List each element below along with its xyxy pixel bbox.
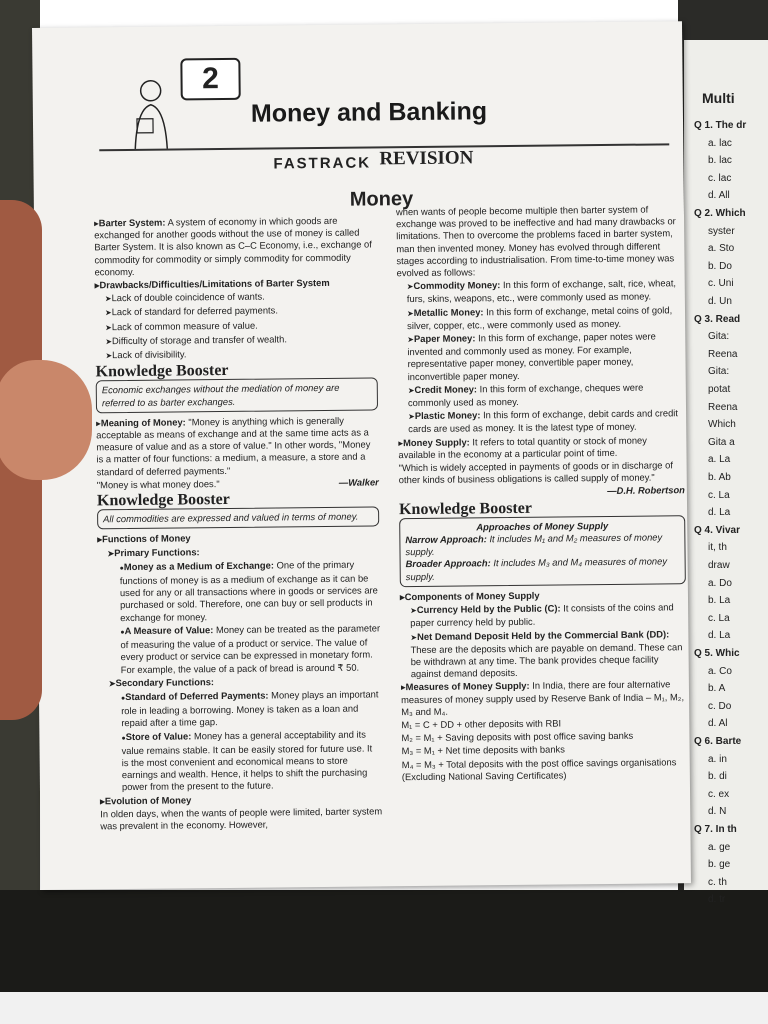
measures-para: ▸ Measures of Money Supply: In India, there are four alternative measures of money supply used by Reserve Bank of India – M₁, M₂, M₃ and M₄. <box>401 678 687 718</box>
revision-label: REVISION <box>379 147 474 170</box>
next-page-line: Q 5. Whic <box>694 648 740 659</box>
money-form-item-text: In this form of exchange, salt, rice, wheat, furs, skins, weapons, etc., were commonly used as money. <box>406 277 677 305</box>
next-page-line: a. ge <box>708 841 731 853</box>
evolution-title: ▸ Evolution of Money <box>100 792 382 807</box>
functions-title: ▸ Functions of Money <box>97 531 379 546</box>
drawbacks-title: ▸ Drawbacks/Difficulties/Limitations of Barter System <box>95 276 377 291</box>
money-form-item <box>397 277 683 305</box>
broader-approach: Broader Approach: It includes M₃ and M₄ measures of money supply. <box>405 555 668 582</box>
next-page-line: d. N <box>708 806 727 818</box>
money-form-item-label: Credit Money: <box>414 383 478 395</box>
quote-author: —D.H. Robertson <box>607 484 685 497</box>
floor-strip <box>0 992 768 1024</box>
drawback-item: ➤ Difficulty of storage and transfer of wealth. <box>95 332 377 348</box>
knowledge-booster-title: Knowledge Booster <box>398 499 533 518</box>
formula-list <box>401 716 688 783</box>
money-form-item <box>398 381 684 409</box>
next-page-line: b. La <box>708 595 731 607</box>
component-item <box>400 601 686 629</box>
drawback-item: ➤ Lack of double coincidence of wants. <box>95 290 377 306</box>
drawbacks-list <box>95 290 378 363</box>
formula-line: M₁ = C + DD + other deposits with RBI <box>401 717 562 731</box>
next-page-line: a. Do <box>708 577 732 589</box>
next-page-line: a. La <box>708 454 731 466</box>
next-page-line: b. ge <box>708 859 731 871</box>
evolution-continued: when wants of people become multiple then barter system of exchange was proved to be ineffective and had many drawbacks or limitations. Then to overcome the problems faced in barter system, man then invented money. Money has evolved through different stages according to industrialisation. From time-to-time money was evolved as follows: <box>395 203 676 279</box>
secondary-function-item-label: Store of Value: <box>125 729 192 742</box>
book-page <box>32 21 691 890</box>
next-page-line: Q 6. Barte <box>694 736 742 747</box>
money-form-item-text: In this form of exchange, cheques were commonly used as money. <box>407 381 644 409</box>
left-column <box>94 214 382 833</box>
money-form-item-text: In this form of exchange, paper notes were invented and commonly used as money. For example, representative paper money, convertible paper money, inconvertible paper money. <box>407 330 656 382</box>
next-page-line: c. th <box>708 876 727 888</box>
next-page-line: a. lac <box>708 137 732 149</box>
primary-function-item <box>98 622 381 676</box>
component-item-label: Net Demand Deposit Held by the Commercial Bank (DD): <box>417 627 670 642</box>
next-page-line: c. lac <box>708 172 732 184</box>
next-page <box>684 40 768 906</box>
next-page-line: draw <box>708 560 730 571</box>
secondary-functions-list <box>99 688 382 794</box>
next-page-line: Gita: <box>708 331 730 343</box>
secondary-function-item <box>99 728 382 794</box>
section-title: Money <box>349 188 414 211</box>
money-form-item-label: Plastic Money: <box>414 409 481 422</box>
secondary-function-item <box>99 688 381 730</box>
money-form-item <box>397 304 683 332</box>
narrow-approach: Narrow Approach: It includes M₁ and M₂ measures of money supply. <box>405 531 663 558</box>
secondary-functions-title: ➤ Secondary Functions: <box>99 674 381 690</box>
components-title: ▸ Components of Money Supply <box>400 588 686 603</box>
next-page-line: d. La <box>708 507 731 519</box>
knowledge-booster-box <box>399 515 686 587</box>
next-page-line: Q 4. Vivar <box>694 524 740 536</box>
knowledge-booster-box: Economic exchanges without the mediation of money are referred to as barter exchanges. <box>96 378 378 413</box>
secondary-function-item-text: Money has a general acceptability and its value remains stable. It can be easily stored for future use. It is the most convenient and economical means to store earnings and wealth. Hence, it helps to shift the purchasing power from the present to the future. <box>121 728 373 793</box>
next-page-line: Q 3. Read <box>694 313 741 325</box>
next-page-line: a. in <box>708 753 727 765</box>
next-page-line: d. Al <box>708 718 728 730</box>
components-list <box>400 601 687 680</box>
knowledge-booster-title: Knowledge Booster <box>96 491 230 510</box>
next-page-line: c. La <box>708 489 730 501</box>
next-page-line: Q 1. The dr <box>694 120 747 131</box>
evolution-text: In olden days, when the wants of people were limited, barter system was prevalent in the economy. However, <box>100 805 383 832</box>
money-forms-list <box>397 277 685 435</box>
primary-function-item-text: Money can be treated as the parameter of measuring the value of a product or service. The value of every product or service can be expressed in monetary form. For example, the value of a pack of bread is around ₹ 50. <box>120 622 381 675</box>
next-page-line: a. Sto <box>708 243 735 255</box>
formula-line: M₂ = M₁ + Saving deposits with post office saving banks <box>401 729 634 744</box>
formula-line: M₃ = M₁ + Net time deposits with banks <box>401 743 565 757</box>
fastrack-label: FASTRACK <box>273 154 372 173</box>
secondary-function-item-label: Standard of Deferred Payments: <box>125 689 269 702</box>
money-supply-quote: "Which is widely accepted in payments of goods or in discharge of other kinds of business obligations is called supply of money." <box>398 459 673 486</box>
next-page-line: b. di <box>708 771 727 783</box>
money-form-item-label: Metallic Money: <box>413 305 484 318</box>
student-illustration-icon <box>120 74 181 151</box>
component-item <box>400 628 687 681</box>
next-page-line: Q 2. Which <box>694 208 746 219</box>
primary-functions-title: ➤ Primary Functions: <box>97 544 379 560</box>
money-form-item-label: Commodity Money: <box>413 279 501 292</box>
money-supply-para: ▸ Money Supply: It refers to total quantity or stock of money available in the economy at a particular point of time. <box>398 434 684 461</box>
money-form-item-text: In this form of exchange, metal coins of gold, silver, copper, etc., were commonly used as money. <box>407 303 673 331</box>
next-page-line: a. Co <box>708 665 732 677</box>
next-page-line: b. Do <box>708 260 732 272</box>
meaning-quote: "Money is what money does." —Walker <box>96 476 379 491</box>
primary-function-item-text: One of the primary functions of money is as a medium of exchange as it can be used for any or all transactions where in goods or services are purchased or sold. Therefore, one can buy or sell products in exchange for money. <box>119 558 378 623</box>
chapter-title: Money and Banking <box>250 97 488 128</box>
drawback-item: ➤ Lack of common measure of value. <box>95 318 377 334</box>
money-form-item <box>397 330 684 383</box>
component-item-text: It consists of the coins and paper currency held by public. <box>410 601 674 629</box>
next-page-line: Reena <box>708 401 738 413</box>
chapter-number: 2 <box>180 58 240 101</box>
primary-function-item <box>98 558 381 624</box>
barter-system-para: ▸ Barter System: A system of economy in which goods are exchanged for another goods without the use of money is called Barter System. It is also known as C–C Economy, i.e., exchange of commodity for commodity or simply commodity for commodity economy. <box>94 214 377 278</box>
next-page-line: d. tr <box>708 894 726 906</box>
next-page-line: d. Un <box>708 296 732 307</box>
next-page-line: Gita a <box>708 436 735 448</box>
secondary-function-item-text: Money plays an important role in leading a borrowing. Money is taken as a loan and repaid after a time gap. <box>121 688 379 729</box>
knowledge-booster-title: Knowledge Booster <box>95 362 229 381</box>
drawback-item: ➤ Lack of standard for deferred payments. <box>95 304 377 320</box>
primary-functions-list <box>98 558 381 676</box>
component-item-label: Currency Held by the Public (C): <box>416 602 561 616</box>
next-page-line: Gita: <box>708 366 730 378</box>
approaches-heading: Approaches of Money Supply <box>476 519 609 533</box>
next-page-heading: Multi <box>702 90 735 106</box>
next-page-line: it, th <box>708 542 727 554</box>
next-page-line: b. A <box>708 683 726 695</box>
next-page-line: Which <box>708 419 736 431</box>
money-form-item <box>398 407 684 435</box>
primary-function-item-label: A Measure of Value: <box>124 624 214 636</box>
next-page-line: b. Ab <box>708 472 731 483</box>
money-form-item-label: Paper Money: <box>413 332 476 345</box>
drawback-item: ➤ Lack of divisibility. <box>95 346 377 362</box>
next-page-line: d. La <box>708 630 731 642</box>
next-page-line: potat <box>708 384 731 395</box>
next-page-line: Q 7. In th <box>694 824 737 835</box>
next-page-line: c. Uni <box>708 278 734 290</box>
component-item-text: These are the deposits which are payable on demand. These can be withdrawn at any time. The bank provides cheque facility against demand deposits. <box>410 640 683 680</box>
thumb <box>0 360 92 480</box>
next-page-line: Reena <box>708 348 738 360</box>
formula-line: M₄ = M₃ + Total deposits with the post office savings organisations (Excluding National Saving Certificates) <box>401 755 677 782</box>
knowledge-booster-box: All commodities are expressed and valued in terms of money. <box>97 507 379 530</box>
money-form-item-text: In this form of exchange, debit cards and credit cards are used as money. It is the latest type of money. <box>408 407 678 435</box>
right-column <box>396 203 688 784</box>
next-page-line: c. La <box>708 612 730 624</box>
meaning-of-money-para: ▸ Meaning of Money: "Money is anything which is generally acceptable as means of exchange and at the same time acts as a measure of value and as a store of value." In other words, "Money is a matter of four functions: a medium, a measure, a store and a standard of deferred payments." <box>96 414 379 478</box>
next-page-line: syster <box>708 225 735 237</box>
next-page-line: b. lac <box>708 155 732 167</box>
next-page-line: c. ex <box>708 788 730 800</box>
next-page-line: d. All <box>708 190 730 202</box>
primary-function-item-label: Money as a Medium of Exchange: <box>123 559 274 572</box>
next-page-line: c. Do <box>708 700 732 712</box>
